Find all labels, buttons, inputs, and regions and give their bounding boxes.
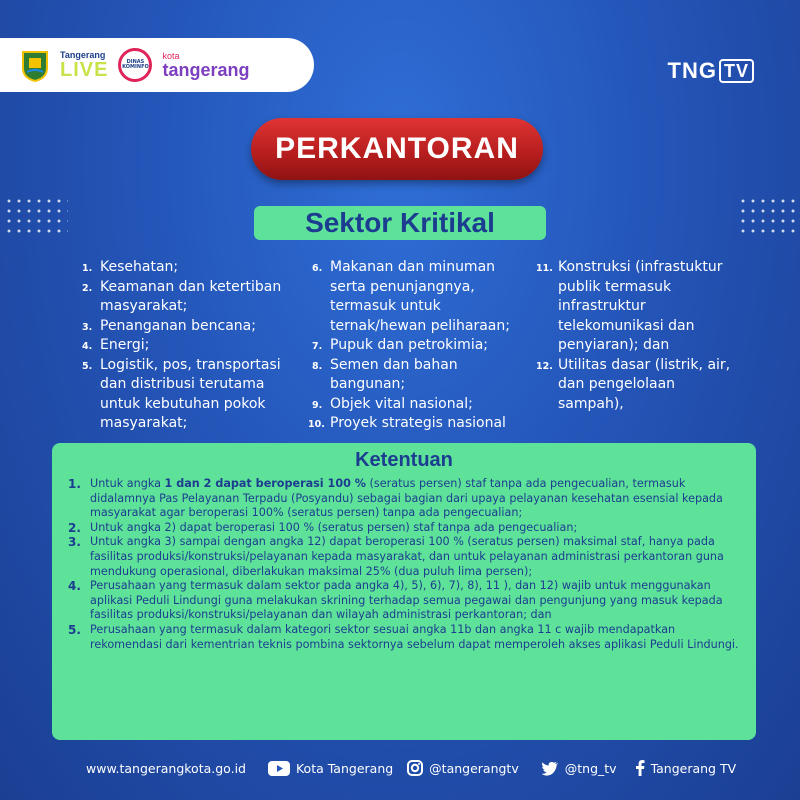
sector-number: 5. bbox=[82, 360, 93, 372]
rules-panel bbox=[52, 443, 756, 740]
sector-line: sampah), bbox=[558, 395, 624, 412]
kota-tangerang-logo bbox=[162, 52, 249, 79]
sector-line: serta penunjangnya, bbox=[330, 278, 475, 295]
rule-text: Perusahaan yang termasuk dalam kategori sektor sesuai angka 11b dan angka 11 c wajib mendapatkan rekomendasi dari kementrian teknis pombina sektornya sebelum dapat memperoleh akses aplikasi Peduli Lindungi. bbox=[90, 622, 739, 651]
sector-line: dan distribusi terutama bbox=[100, 376, 265, 392]
sector-line: Objek vital nasional; bbox=[330, 395, 473, 412]
rule-text-cont: (seratus persen) staf tanpa ada pengecualian, termasuk didalamnya Pas Pelayanan Terpadu (Posyandu) sebagai bagian dari upaya pelayanan kesehatan esensial kepada masyarakat agar beroperasi 100% (seratus persen) tanpa ada pengecualian; bbox=[90, 477, 723, 520]
sector-item bbox=[82, 278, 300, 317]
facebook-text: Tangerang TV bbox=[650, 760, 737, 776]
sector-item bbox=[312, 336, 540, 356]
sector-line: infrastruktur bbox=[558, 298, 646, 314]
sector-number: 3. bbox=[82, 321, 93, 333]
sector-line: dan pengelolaan bbox=[558, 376, 676, 392]
tangerang-live-logo bbox=[60, 51, 108, 80]
sector-item bbox=[312, 395, 540, 415]
sector-line: publik termasuk bbox=[558, 278, 672, 295]
sector-line: penyiaran); dan bbox=[558, 337, 670, 353]
sector-line: Logistik, pos, transportasi bbox=[100, 356, 281, 373]
sector-item bbox=[82, 317, 300, 337]
footer-instagram[interactable] bbox=[407, 760, 519, 776]
rule-number: 1. bbox=[68, 477, 81, 491]
tangerang-live-small: Tangerang bbox=[60, 49, 106, 60]
facebook-icon bbox=[635, 760, 645, 776]
sector-line: Makanan dan minuman bbox=[330, 259, 496, 275]
sector-line: Proyek strategis nasional bbox=[330, 415, 506, 431]
sector-line: Pupuk dan petrokimia; bbox=[330, 337, 488, 353]
sector-line: Utilitas dasar (listrik, air, bbox=[558, 356, 731, 373]
youtube-icon bbox=[268, 761, 290, 776]
rule-item bbox=[68, 477, 740, 521]
sector-line: masyarakat; bbox=[100, 415, 188, 431]
rule-item bbox=[68, 521, 740, 536]
rule-text: Untuk angka 2) dapat beroperasi 100 % (seratus persen) staf tanpa ada pengecualian; bbox=[90, 520, 578, 534]
sector-line: termasuk untuk bbox=[330, 298, 441, 314]
sector-item bbox=[536, 356, 758, 415]
rule-text: Untuk angka 3) sampai dengan angka 12) dapat beroperasi 100 % (seratus persen) maksimal staf, hanya pada fasilitas produksi/konstruksi/pelayanan kepada masyarakat, dan untuk pelayanan administrasi perkantoran guna mendukung operasional, diberlakukan maksimal 25% (dua puluh lima persen); bbox=[90, 535, 724, 578]
sector-line: masyarakat; bbox=[100, 298, 188, 314]
rule-number: 5. bbox=[68, 622, 81, 637]
page-title: PERKANTORAN bbox=[251, 118, 543, 180]
sector-number: 8. bbox=[312, 360, 323, 372]
tv-text: TV bbox=[719, 59, 754, 83]
footer-website[interactable] bbox=[86, 761, 246, 776]
sector-number: 9. bbox=[312, 399, 323, 411]
kota-big: tangerang bbox=[162, 59, 250, 80]
tangerang-live-big: LIVE bbox=[60, 58, 109, 81]
decorative-dots-right bbox=[738, 196, 800, 236]
section-subtitle: Sektor Kritikal bbox=[254, 206, 546, 240]
sector-list-col1 bbox=[82, 258, 300, 434]
rules-list bbox=[68, 477, 740, 652]
sector-number: 7. bbox=[312, 341, 323, 352]
website-text: www.tangerangkota.go.id bbox=[86, 760, 246, 776]
footer-youtube[interactable] bbox=[268, 761, 393, 776]
sector-line: bangunan; bbox=[330, 376, 406, 392]
partner-logo-bar bbox=[0, 38, 314, 92]
sector-number: 6. bbox=[312, 263, 323, 274]
twitter-text: @tng_tv bbox=[564, 760, 617, 776]
rule-number: 4. bbox=[68, 579, 81, 594]
sector-number: 4. bbox=[82, 341, 93, 352]
sector-line: Konstruksi (infrastuktur bbox=[558, 259, 723, 275]
decorative-dots-left bbox=[4, 196, 68, 236]
rule-text-bold: 1 dan 2 dapat beroperasi 100 % bbox=[164, 477, 366, 490]
rule-item bbox=[68, 623, 740, 652]
sector-item bbox=[536, 258, 758, 356]
dinas-kominfo-text: DINAS KOMINFO bbox=[122, 59, 149, 70]
sector-line: ternak/hewan peliharaan; bbox=[330, 317, 510, 334]
sector-number: 1. bbox=[82, 263, 93, 274]
rule-number: 3. bbox=[68, 535, 81, 550]
sector-list-col3 bbox=[536, 258, 758, 414]
sector-item bbox=[308, 414, 540, 434]
sector-line: Kesehatan; bbox=[100, 259, 179, 275]
instagram-icon bbox=[407, 760, 423, 776]
sector-number: 2. bbox=[82, 282, 93, 294]
rule-text: Perusahaan yang termasuk dalam sektor pada angka 4), 5), 6), 7), 8), 11 ), dan 12) wajib untuk menggunakan aplikasi Peduli Lindungi guna melakukan skrining terhadap semua pegawai dan pengunjung yang masuk kepada fasilitas produksi/konstruksi/pelayanan dan wilayah administrasi perkantoran; dan bbox=[90, 579, 723, 622]
rule-item bbox=[68, 535, 740, 579]
sector-number: 11. bbox=[536, 263, 553, 274]
rules-heading: Ketentuan bbox=[355, 449, 453, 471]
footer-twitter[interactable] bbox=[541, 761, 617, 776]
twitter-icon bbox=[541, 761, 559, 776]
rule-item bbox=[68, 579, 740, 623]
rule-number: 2. bbox=[68, 520, 81, 535]
sector-number: 12. bbox=[536, 360, 553, 372]
youtube-text: Kota Tangerang bbox=[295, 760, 394, 776]
sector-item bbox=[82, 258, 300, 278]
sector-item bbox=[312, 258, 540, 336]
sector-list-col2 bbox=[308, 258, 540, 434]
sector-item bbox=[82, 356, 300, 434]
sector-line: Semen dan bahan bbox=[330, 356, 458, 373]
sector-line: Penanganan bencana; bbox=[100, 317, 256, 334]
sector-line: untuk kebutuhan pokok bbox=[100, 395, 266, 412]
tng-text: TNG bbox=[667, 58, 717, 83]
tng-tv-logo bbox=[668, 58, 754, 84]
dinas-kominfo-logo bbox=[118, 48, 152, 82]
sector-line: Keamanan dan ketertiban bbox=[100, 278, 282, 295]
sector-number: 10. bbox=[308, 419, 325, 430]
rule-text: Untuk angka bbox=[90, 477, 165, 490]
kota-small: kota bbox=[162, 50, 180, 61]
sector-line: telekomunikasi dan bbox=[558, 317, 695, 334]
sector-line: Energi; bbox=[100, 337, 150, 353]
sector-item bbox=[312, 356, 540, 395]
sector-item bbox=[82, 336, 300, 356]
city-crest-icon bbox=[20, 48, 50, 82]
instagram-text: @tangerangtv bbox=[429, 760, 519, 776]
footer-facebook[interactable] bbox=[635, 760, 737, 776]
footer bbox=[86, 760, 736, 776]
